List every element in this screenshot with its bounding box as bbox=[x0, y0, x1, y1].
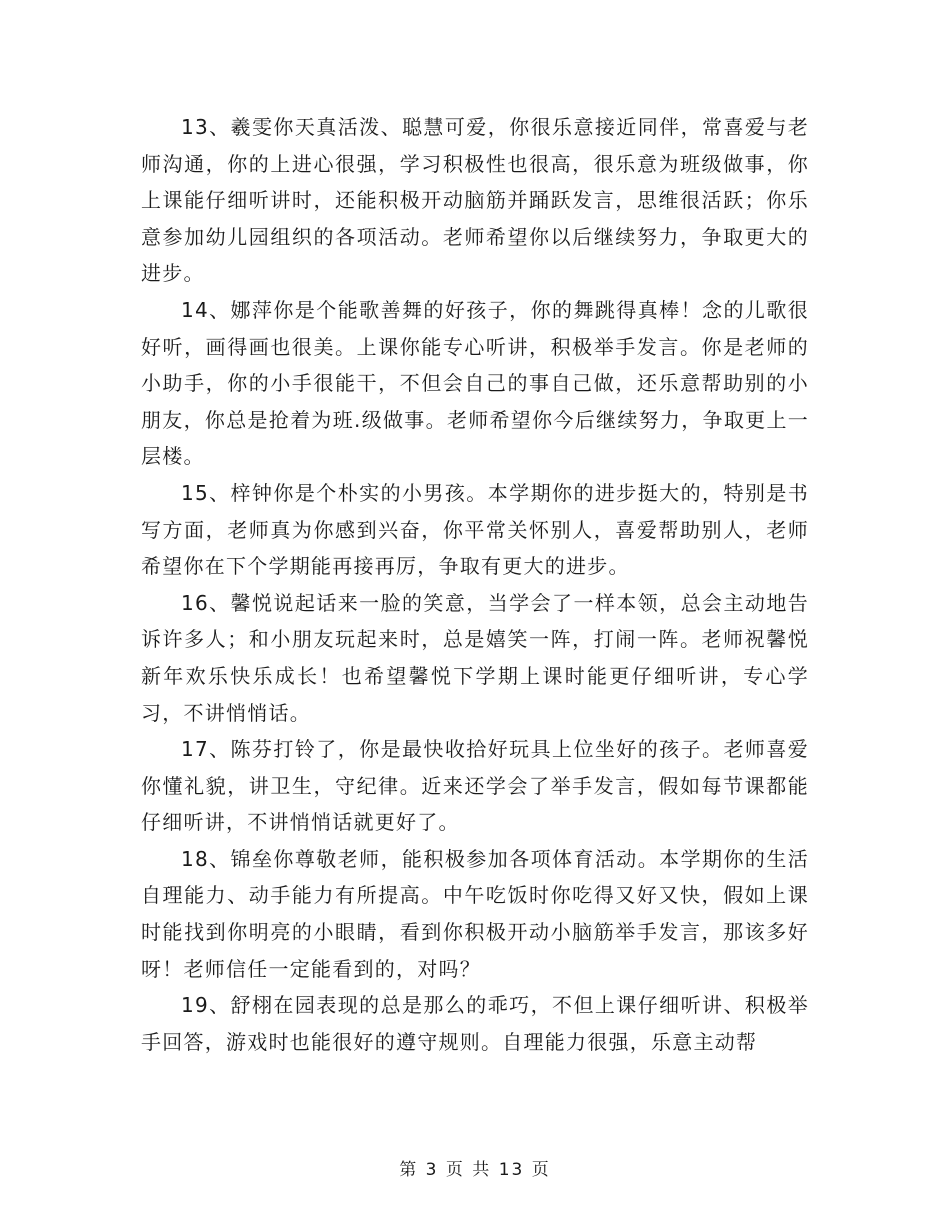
paragraph-18: 18、锦垒你尊敬老师，能积极参加各项体育活动。本学期你的生活自理能力、动手能力有所提高。中午吃饭时你吃得又好又快，假如上课时能找到你明亮的小眼睛，看到你积极开动小脑筋举手发言，那该多好呀！老师信任一定能看到的，对吗？ bbox=[141, 846, 809, 981]
paragraph-16: 16、馨悦说起话来一脸的笑意，当学会了一样本领，总会主动地告诉许多人；和小朋友玩起来时，总是嬉笑一阵，打闹一阵。老师祝馨悦新年欢乐快乐成长！也希望馨悦下学期上课时能更仔细听讲，专心学习，不讲悄悄话。 bbox=[141, 590, 809, 725]
paragraph-15: 15、梓钟你是个朴实的小男孩。本学期你的进步挺大的，特别是书写方面，老师真为你感到兴奋，你平常关怀别人，喜爱帮助别人，老师希望你在下个学期能再接再厉，争取有更大的进步。 bbox=[141, 480, 809, 579]
paragraph-19: 19、舒栩在园表现的总是那么的乖巧，不但上课仔细听讲、积极举手回答，游戏时也能很好的遵守规则。自理能力很强，乐意主动帮 bbox=[141, 993, 809, 1054]
paragraph-14: 14、娜萍你是个能歌善舞的好孩子，你的舞跳得真棒！念的儿歌很好听，画得画也很美。上课你能专心听讲，积极举手发言。你是老师的小助手，你的小手很能干，不但会自己的事自己做，还乐意帮助别的小朋友，你总是抢着为班.级做事。老师希望你今后继续努力，争取更上一层楼。 bbox=[141, 297, 809, 469]
paragraph-17: 17、陈芬打铃了，你是最快收拾好玩具上位坐好的孩子。老师喜爱你懂礼貌，讲卫生，守纪律。近来还学会了举手发言，假如每节课都能仔细听讲，不讲悄悄话就更好了。 bbox=[141, 737, 809, 835]
document-body bbox=[141, 109, 809, 1060]
paragraph-13: 13、羲雯你天真活泼、聪慧可爱，你很乐意接近同伴，常喜爱与老师沟通，你的上进心很强，学习积极性也很高，很乐意为班级做事，你上课能仔细听讲时，还能积极开动脑筋并踊跃发言，思维很活跃；你乐意参加幼儿园组织的各项活动。老师希望你以后继续努力，争取更大的进步。 bbox=[141, 115, 809, 286]
page-number-footer: 第 3 页 共 13 页 bbox=[399, 1160, 551, 1180]
